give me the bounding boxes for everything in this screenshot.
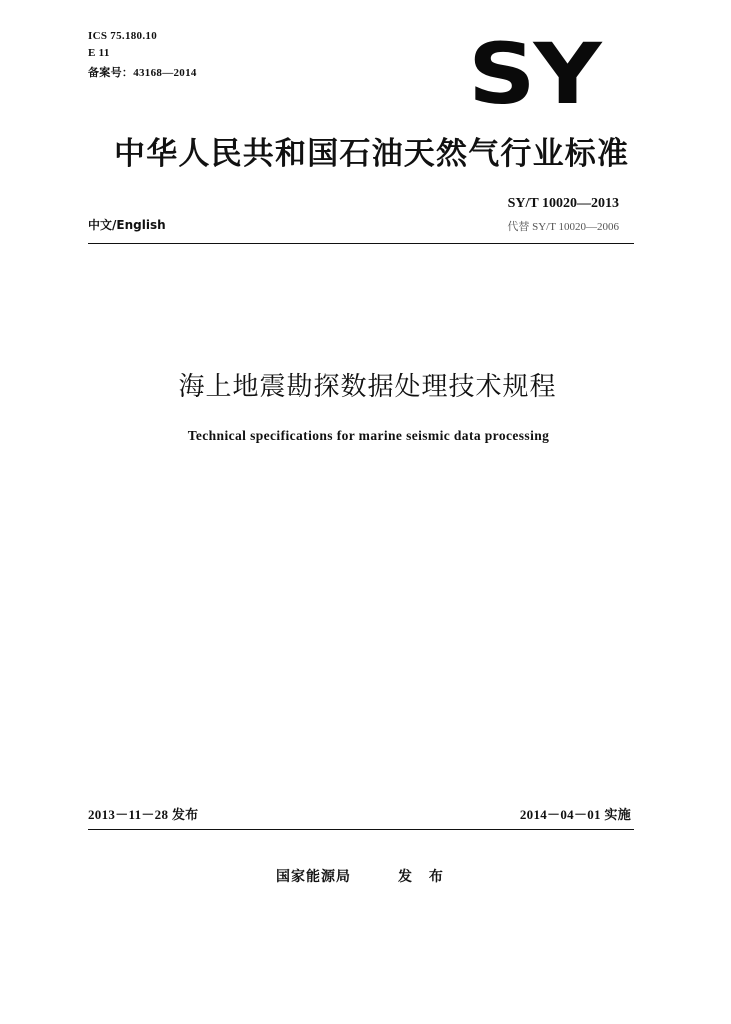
language-label: 中文/English bbox=[88, 218, 166, 232]
category-code: E 11 bbox=[88, 47, 110, 59]
footer-divider bbox=[88, 829, 634, 830]
publish-verb: 发 布 bbox=[398, 869, 449, 885]
standard-number: SY/T 10020—2013 bbox=[507, 196, 619, 211]
replaces-standard: 代替 SY/T 10020—2006 bbox=[507, 221, 619, 233]
header-divider bbox=[88, 243, 634, 244]
ics-code: ICS 75.180.10 bbox=[88, 30, 157, 42]
document-title-english: Technical specifications for marine seismic data processing bbox=[187, 428, 550, 443]
standard-category-title: 中华人民共和国石油天然气行业标准 bbox=[114, 136, 630, 172]
issue-date: 2013－11－28 发布 bbox=[88, 807, 199, 822]
sy-logo: SY bbox=[468, 25, 600, 123]
document-title-chinese: 海上地震勘探数据处理技术规程 bbox=[178, 372, 557, 402]
publisher-name: 国家能源局 bbox=[276, 869, 351, 885]
implementation-date: 2014－04－01 实施 bbox=[519, 807, 631, 822]
filing-number: 备案号：43168—2014 bbox=[88, 67, 197, 79]
